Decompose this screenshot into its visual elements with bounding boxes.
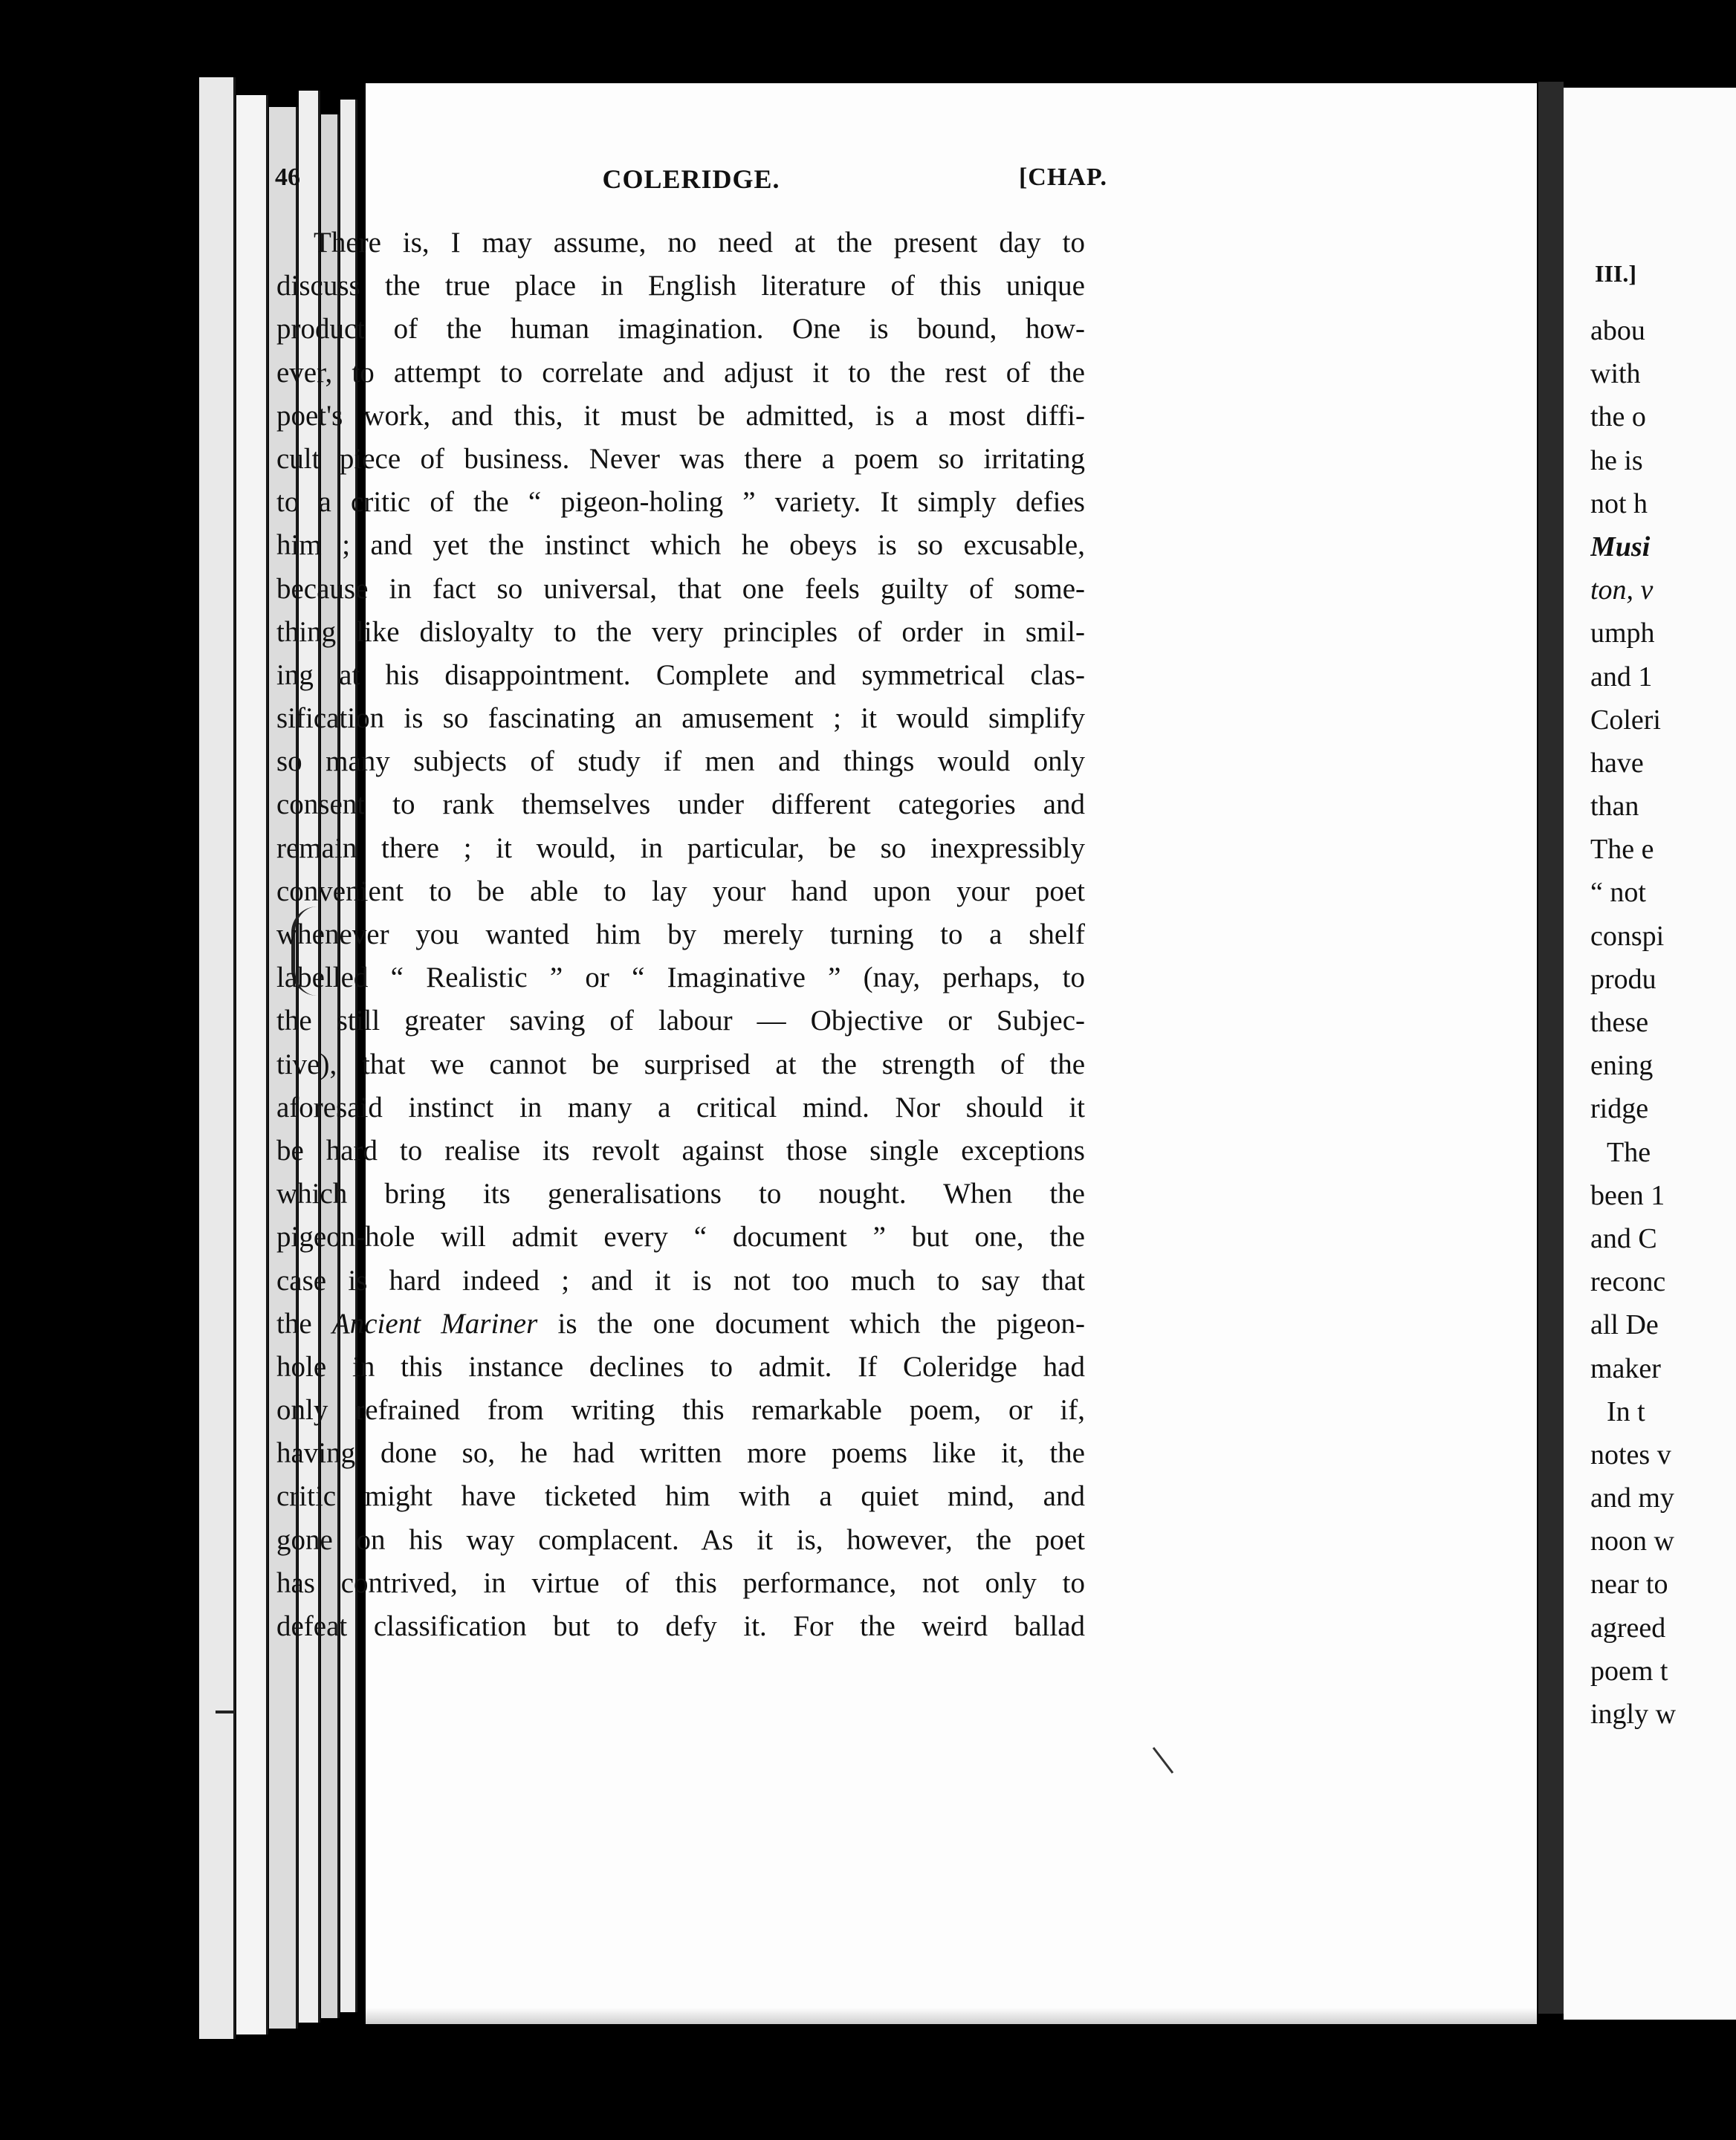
text-line: “ not	[1590, 877, 1646, 909]
text-line: notes v	[1590, 1439, 1671, 1471]
text-line: ening	[1590, 1050, 1654, 1082]
text-line: maker	[1590, 1352, 1661, 1384]
text-line: him ; and yet the instinct which he obeys is so excusable,	[276, 529, 1085, 562]
text-line: all De	[1590, 1309, 1659, 1341]
text-line: so many subjects of study if men and things would only	[276, 745, 1085, 778]
text-line: have	[1590, 747, 1644, 779]
text-line: Coleri	[1590, 704, 1661, 736]
text-line: conspi	[1590, 920, 1665, 952]
text-line: defeat classification but to defy it. For the weird ballad	[276, 1610, 1085, 1642]
text-line: ever, to attempt to correlate and adjust it to the rest of the	[276, 356, 1085, 389]
text-line: not h	[1590, 487, 1648, 519]
text-line: ing at his disappointment. Complete and symmetrical clas-	[276, 658, 1085, 691]
text-line: produ	[1590, 963, 1656, 995]
text-line: sification is so fascinating an amusement ; it would simplify	[276, 702, 1085, 735]
text-line: has contrived, in virtue of this performance, not only to	[276, 1566, 1085, 1599]
running-head	[275, 163, 1107, 205]
text-line: hole in this instance declines to admit. If Coleridge had	[276, 1350, 1085, 1383]
text-line: tive), that we cannot be surprised at the strength of the	[276, 1048, 1085, 1080]
text-line: gone on his way complacent. As it is, however, the poet	[276, 1523, 1085, 1556]
text-line: and C	[1590, 1222, 1657, 1254]
page-edge	[199, 77, 236, 2039]
page-number: 46	[275, 163, 300, 191]
text-line: with	[1590, 358, 1641, 390]
text-line: remain there ; it would, in particular, be so inexpressibly	[276, 831, 1085, 864]
text-line: agreed	[1590, 1612, 1666, 1644]
text-line: aforesaid instinct in many a critical mind. Nor should it	[276, 1091, 1085, 1124]
text-line: near to	[1590, 1569, 1668, 1601]
text-line: thing like disloyalty to the very principles of order in smil-	[276, 615, 1085, 648]
text-line: The e	[1590, 834, 1654, 866]
text-line: umph	[1590, 617, 1655, 649]
text-line: having done so, he had written more poems like it, the	[276, 1437, 1085, 1470]
right-chapter-mark: III.]	[1595, 260, 1637, 287]
book-gutter	[1538, 82, 1564, 2014]
text-line: whenever you wanted him by merely turning to a shelf	[276, 918, 1085, 950]
text-line: case is hard indeed ; and it is not too much to say that	[276, 1264, 1085, 1297]
page-bottom-shadow	[366, 2008, 1537, 2024]
text-line: because in fact so universal, that one feels guilty of some-	[276, 572, 1085, 605]
text-line: consent to rank themselves under different categories and	[276, 788, 1085, 821]
text-line: The	[1607, 1136, 1651, 1168]
text-line: the o	[1590, 401, 1646, 433]
text-line: he is	[1590, 444, 1643, 476]
text-line: which bring its generalisations to nought. When the	[276, 1178, 1085, 1210]
text-line: be hard to realise its revolt against those single exceptions	[276, 1134, 1085, 1167]
text-line: reconc	[1590, 1266, 1666, 1298]
text-line: and my	[1590, 1482, 1674, 1514]
text-line: discuss the true place in English literature of this unique	[276, 270, 1085, 302]
text-line: poem t	[1590, 1655, 1668, 1687]
running-title: COLERIDGE.	[602, 164, 780, 194]
body-text	[276, 221, 1085, 1648]
text-line: abou	[1590, 315, 1645, 346]
text-line: only refrained from writing this remarkable poem, or if,	[276, 1394, 1085, 1427]
text-line: to a critic of the “ pigeon-holing ” variety. It simply defies	[276, 486, 1085, 519]
text-line: pigeon-hole will admit every “ document ” but one, the	[276, 1221, 1085, 1254]
text-line: the Ancient Mariner is the one document which the pigeon-	[276, 1307, 1085, 1340]
text-line: Musi	[1590, 531, 1651, 562]
right-body-text	[1590, 309, 1736, 1736]
text-line: cult piece of business. Never was there a poem so irritating	[276, 442, 1085, 475]
text-line: noon w	[1590, 1525, 1674, 1557]
page-edge	[236, 95, 268, 2034]
text-line: ingly w	[1590, 1699, 1677, 1730]
text-line: critic might have ticketed him with a quiet mind, and	[276, 1480, 1085, 1513]
page-edge-mark	[216, 1711, 235, 1713]
text-line: ridge	[1590, 1093, 1649, 1125]
text-line: In t	[1607, 1395, 1645, 1427]
text-line: product of the human imagination. One is bound, how-	[276, 313, 1085, 346]
text-line: than	[1590, 791, 1639, 823]
text-line: these	[1590, 1007, 1649, 1038]
text-line: convenient to be able to lay your hand upon your poet	[276, 875, 1085, 907]
stray-mark	[1150, 1746, 1180, 1776]
right-page	[1564, 88, 1736, 2020]
chapter-mark: [CHAP.	[1018, 163, 1107, 191]
text-line: ton, v	[1590, 574, 1654, 606]
text-line: been 1	[1590, 1179, 1665, 1211]
text-line: There is, I may assume, no need at the present day to	[314, 227, 1085, 259]
text-line: poet's work, and this, it must be admitted, is a most diffi-	[276, 399, 1085, 432]
text-line: labelled “ Realistic ” or “ Imaginative ” (nay, perhaps, to	[276, 962, 1085, 994]
work-title: Ancient Mariner	[331, 1307, 538, 1340]
text-line: the still greater saving of labour — Objective or Subjec-	[276, 1005, 1085, 1037]
text-line: and 1	[1590, 661, 1653, 693]
